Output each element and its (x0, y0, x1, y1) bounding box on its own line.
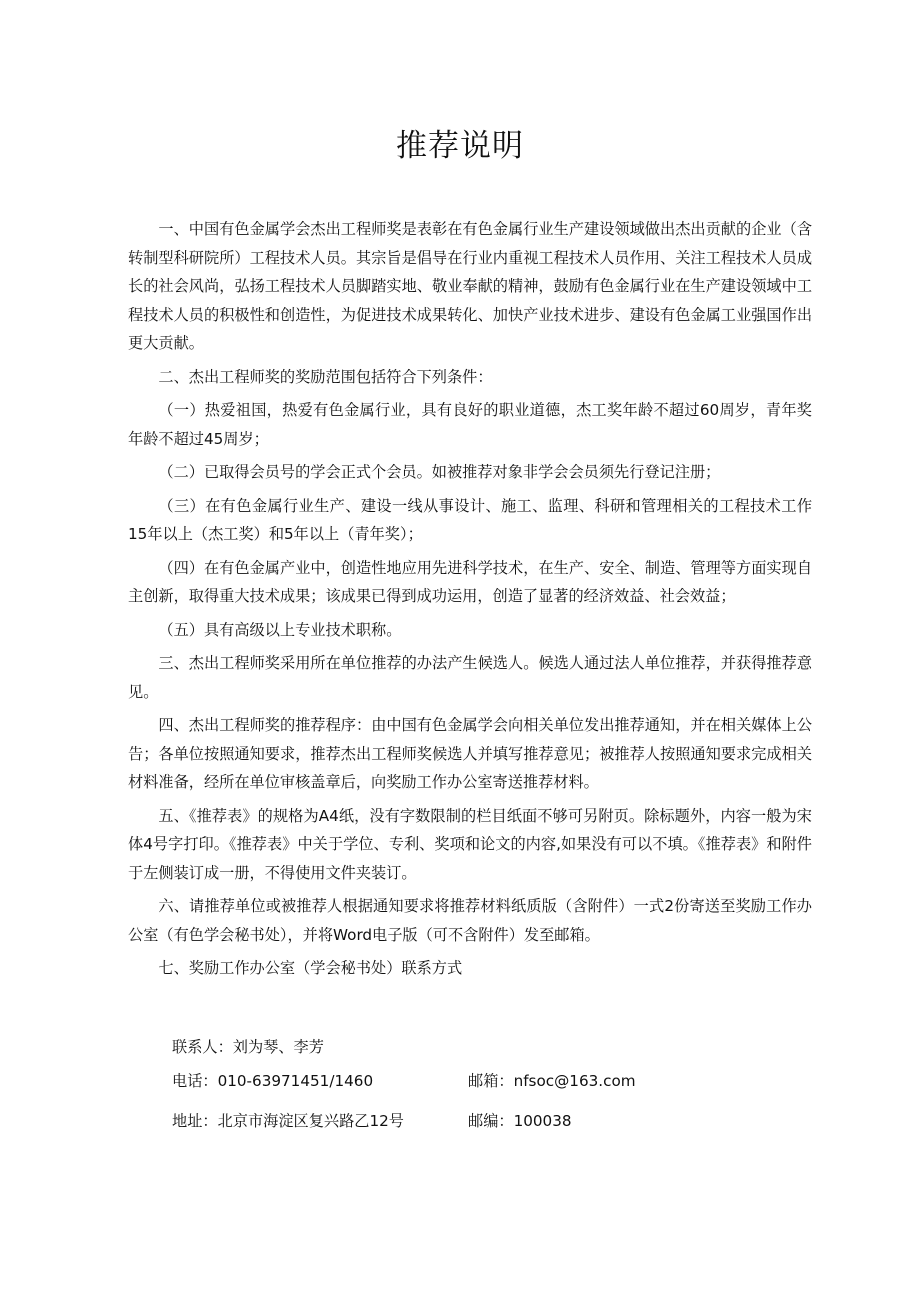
page-title: 推荐说明 (396, 128, 524, 164)
paragraph-7: 七、奖励工作办公室（学会秘书处）联系方式 (158, 959, 463, 977)
condition-1: （一）热爱祖国，热爱有色金属行业，具有良好的职业道德，杰工奖年龄不超过60周岁，青年奖年龄不超过45周岁； (128, 401, 812, 448)
contact-row-phone (172, 1067, 636, 1095)
paragraph-4: 四、杰出工程师奖的推荐程序：由中国有色金属学会向相关单位发出推荐通知，并在相关媒体上公告；各单位按照通知要求，推荐杰出工程师奖候选人并填写推荐意见；被推荐人按照通知要求完成相关材料准备，经所在单位审核盖章后，向奖励工作办公室寄送推荐材料。 (128, 716, 812, 791)
condition-2: （二）已取得会员号的学会正式个会员。如被推荐对象非学会会员须先行登记注册； (158, 463, 721, 481)
condition-4: （四）在有色金属产业中，创造性地应用先进科学技术，在生产、安全、制造、管理等方面实现自主创新，取得重大技术成果；该成果已得到成功运用，创造了显著的经济效益、社会效益； (128, 558, 812, 605)
condition-5: （五）具有高级以上专业技术职称。 (158, 620, 402, 639)
paragraph-6: 六、请推荐单位或被推荐人根据通知要求将推荐材料纸质版（含附件）一式2份寄送至奖励工作办公室（有色学会秘书处），并将Word电子版（可不含附件）发至邮箱。 (128, 897, 812, 944)
contact-row-address (172, 1107, 572, 1135)
condition-3: （三）在有色金属行业生产、建设一线从事设计、施工、监理、科研和管理相关的工程技术工作15年以上（杰工奖）和5年以上（青年奖）； (128, 496, 812, 543)
paragraph-1: 一、中国有色金属学会杰出工程师奖是表彰在有色金属行业生产建设领域做出杰出贡献的企业（含转制型科研院所）工程技术人员。其宗旨是倡导在行业内重视工程技术人员作用、关注工程技术人员成长的社会风尚，弘扬工程技术人员脚踏实地、敬业奉献的精神，鼓励有色金属行业在生产建设领域中工程技术人员的积极性和创造性，为促进技术成果转化、加快产业技术进步、建设有色金属工业强国作出更大贡献。 (128, 220, 812, 352)
contact-person: 联系人：刘为琴、李芳 (172, 1038, 324, 1056)
contact-phone: 电话：010-63971451/1460 (172, 1072, 374, 1090)
contact-address: 地址：北京市海淀区复兴路乙12号 (172, 1112, 404, 1130)
contact-email: 邮箱：nfsoc@163.com (468, 1072, 636, 1090)
paragraph-5: 五、《推荐表》的规格为A4纸，没有字数限制的栏目纸面不够可另附页。除标题外，内容一般为宋体4号字打印。《推荐表》中关于学位、专利、奖项和论文的内容,如果没有可以不填。《推荐表》和附件于左侧装订成一册，不得使用文件夹装订。 (128, 806, 812, 882)
paragraph-3: 三、杰出工程师奖采用所在单位推荐的办法产生候选人。候选人通过法人单位推荐，并获得推荐意见。 (128, 654, 812, 701)
document-body (128, 215, 812, 988)
contact-postcode: 邮编：100038 (468, 1112, 572, 1130)
paragraph-2: 二、杰出工程师奖的奖励范围包括符合下列条件： (158, 367, 493, 386)
